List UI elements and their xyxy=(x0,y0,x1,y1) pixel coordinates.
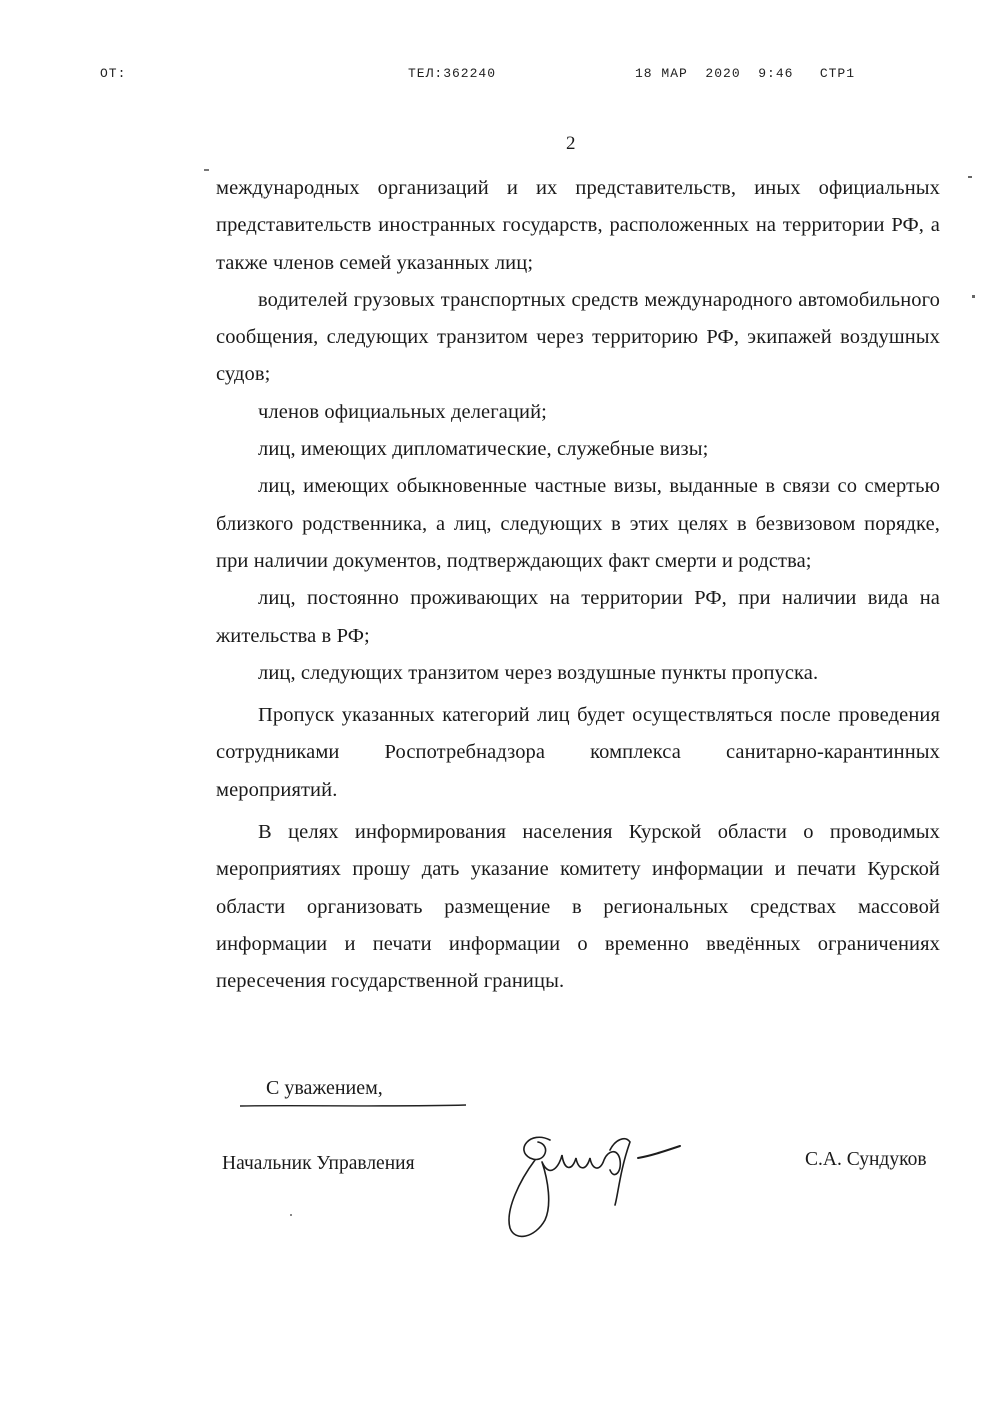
paragraph: членов официальных делегаций; xyxy=(258,400,547,423)
scan-speck xyxy=(290,1214,294,1218)
fax-phone: ТЕЛ:362240 xyxy=(408,66,497,81)
fax-header xyxy=(0,66,1000,86)
paragraph: Пропуск указанных категорий лиц будет осуществляться после проведения сотрудниками Роспотребнадзора комплекса санитарно-карантинных мероприятий. xyxy=(216,704,940,801)
paragraph: В целях информирования населения Курской области о проводимых мероприятиях прошу дать указание комитету информации и печати Курской области организовать размещение в региональных средствах массовой информации и печати информации о временно введённых ограничениях пересечения государственной границы. xyxy=(216,821,940,993)
closing-salutation: С уважением, xyxy=(266,1077,383,1099)
paragraph: лиц, следующих транзитом через воздушные пункты пропуска. xyxy=(258,661,819,684)
paragraph: лиц, имеющих дипломатические, служебные визы; xyxy=(258,438,709,461)
fax-sender: ОТ: xyxy=(100,66,127,81)
paragraph: лиц, постоянно проживающих на территории РФ, при наличии вида на жительства в РФ; xyxy=(216,587,940,647)
scan-speck xyxy=(968,176,974,180)
signatory-position: Начальник Управления xyxy=(222,1153,415,1174)
closing-underline xyxy=(238,1102,468,1110)
signatory-name: С.А. Сундуков xyxy=(805,1149,927,1170)
paragraph: водителей грузовых транспортных средств международного автомобильного сообщения, следующих транзитом через территорию РФ, экипажей воздушных судов; xyxy=(216,288,940,386)
handwritten-signature xyxy=(490,1120,690,1250)
paragraph: международных организаций и их представительств, иных официальных представительств иностранных государств, расположенных на территории РФ, а также членов семей указанных лиц; xyxy=(216,177,940,274)
paragraph: лиц, имеющих обыкновенные частные визы, выданные в связи со смертью близкого родственника, а лиц, следующих в этих целях в безвизовом порядке, при наличии документов, подтверждающих факт смерти и родства; xyxy=(216,475,940,572)
fax-datetime-page: 18 МАР 2020 9:46 СТР1 xyxy=(635,66,856,81)
page-number: 2 xyxy=(566,133,576,154)
scan-speck xyxy=(204,168,210,172)
scan-speck xyxy=(972,295,978,299)
letter-body xyxy=(216,170,940,1001)
